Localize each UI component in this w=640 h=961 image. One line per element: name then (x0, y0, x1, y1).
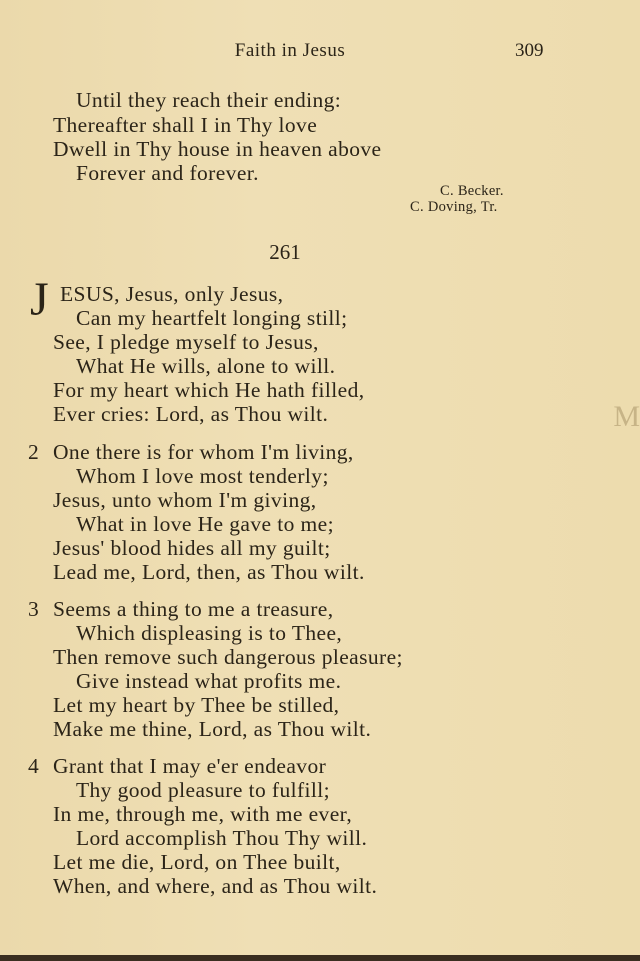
verse-3-line: Let my heart by Thee be stilled, (53, 693, 340, 717)
verse-4-line: Let me die, Lord, on Thee built, (53, 850, 341, 874)
drop-cap: J (30, 273, 49, 326)
verse-1-line: Can my heartfelt longing still; (76, 306, 348, 330)
verse-4-line: Grant that I may e'er endeavor (53, 754, 327, 778)
verse-3-line: Make me thine, Lord, as Thou wilt. (53, 717, 372, 741)
verse-2-line: Whom I love most tenderly; (76, 464, 329, 488)
verse-number: 2 (28, 440, 39, 464)
verse-3-line: Then remove such dangerous pleasure; (53, 645, 403, 669)
prev-hymn-line: Thereafter shall I in Thy love (53, 113, 318, 137)
verse-4-line: When, and where, and as Thou wilt. (53, 874, 378, 898)
page-number: 309 (515, 40, 544, 61)
verse-number: 4 (28, 754, 39, 778)
verse-4-line: In me, through me, with me ever, (53, 802, 353, 826)
bleed-through-mark: M (613, 400, 640, 433)
prev-hymn-line: Forever and forever. (76, 161, 259, 185)
translator-credit: C. Doving, Tr. (410, 199, 498, 215)
verse-1-line: For my heart which He hath filled, (53, 378, 365, 402)
author-credit: C. Becker. (440, 183, 504, 199)
page-header-title: Faith in Jesus (234, 40, 346, 61)
verse-4-line: Thy good pleasure to fulfill; (76, 778, 331, 802)
verse-2-line: Jesus' blood hides all my guilt; (53, 536, 331, 560)
prev-hymn-line: Until they reach their ending: (76, 88, 342, 112)
verse-number: 3 (28, 597, 39, 621)
verse-1-line: ESUS, Jesus, only Jesus, (60, 282, 284, 306)
verse-4-line: Lord accomplish Thou Thy will. (76, 826, 368, 850)
verse-3-line: Seems a thing to me a treasure, (53, 597, 334, 621)
verse-2-line: What in love He gave to me; (76, 512, 334, 536)
hymn-number: 261 (269, 240, 301, 264)
verse-1-line: What He wills, alone to will. (76, 354, 336, 378)
verse-1-line: Ever cries: Lord, as Thou wilt. (53, 402, 329, 426)
verse-3-line: Give instead what profits me. (76, 669, 342, 693)
verse-2-line: One there is for whom I'm living, (53, 440, 354, 464)
prev-hymn-line: Dwell in Thy house in heaven above (53, 137, 382, 161)
verse-1-line: See, I pledge myself to Jesus, (53, 330, 319, 354)
verse-2-line: Lead me, Lord, then, as Thou wilt. (53, 560, 365, 584)
verse-3-line: Which displeasing is to Thee, (76, 621, 343, 645)
verse-2-line: Jesus, unto whom I'm giving, (53, 488, 317, 512)
page-edge-shadow (0, 955, 640, 961)
